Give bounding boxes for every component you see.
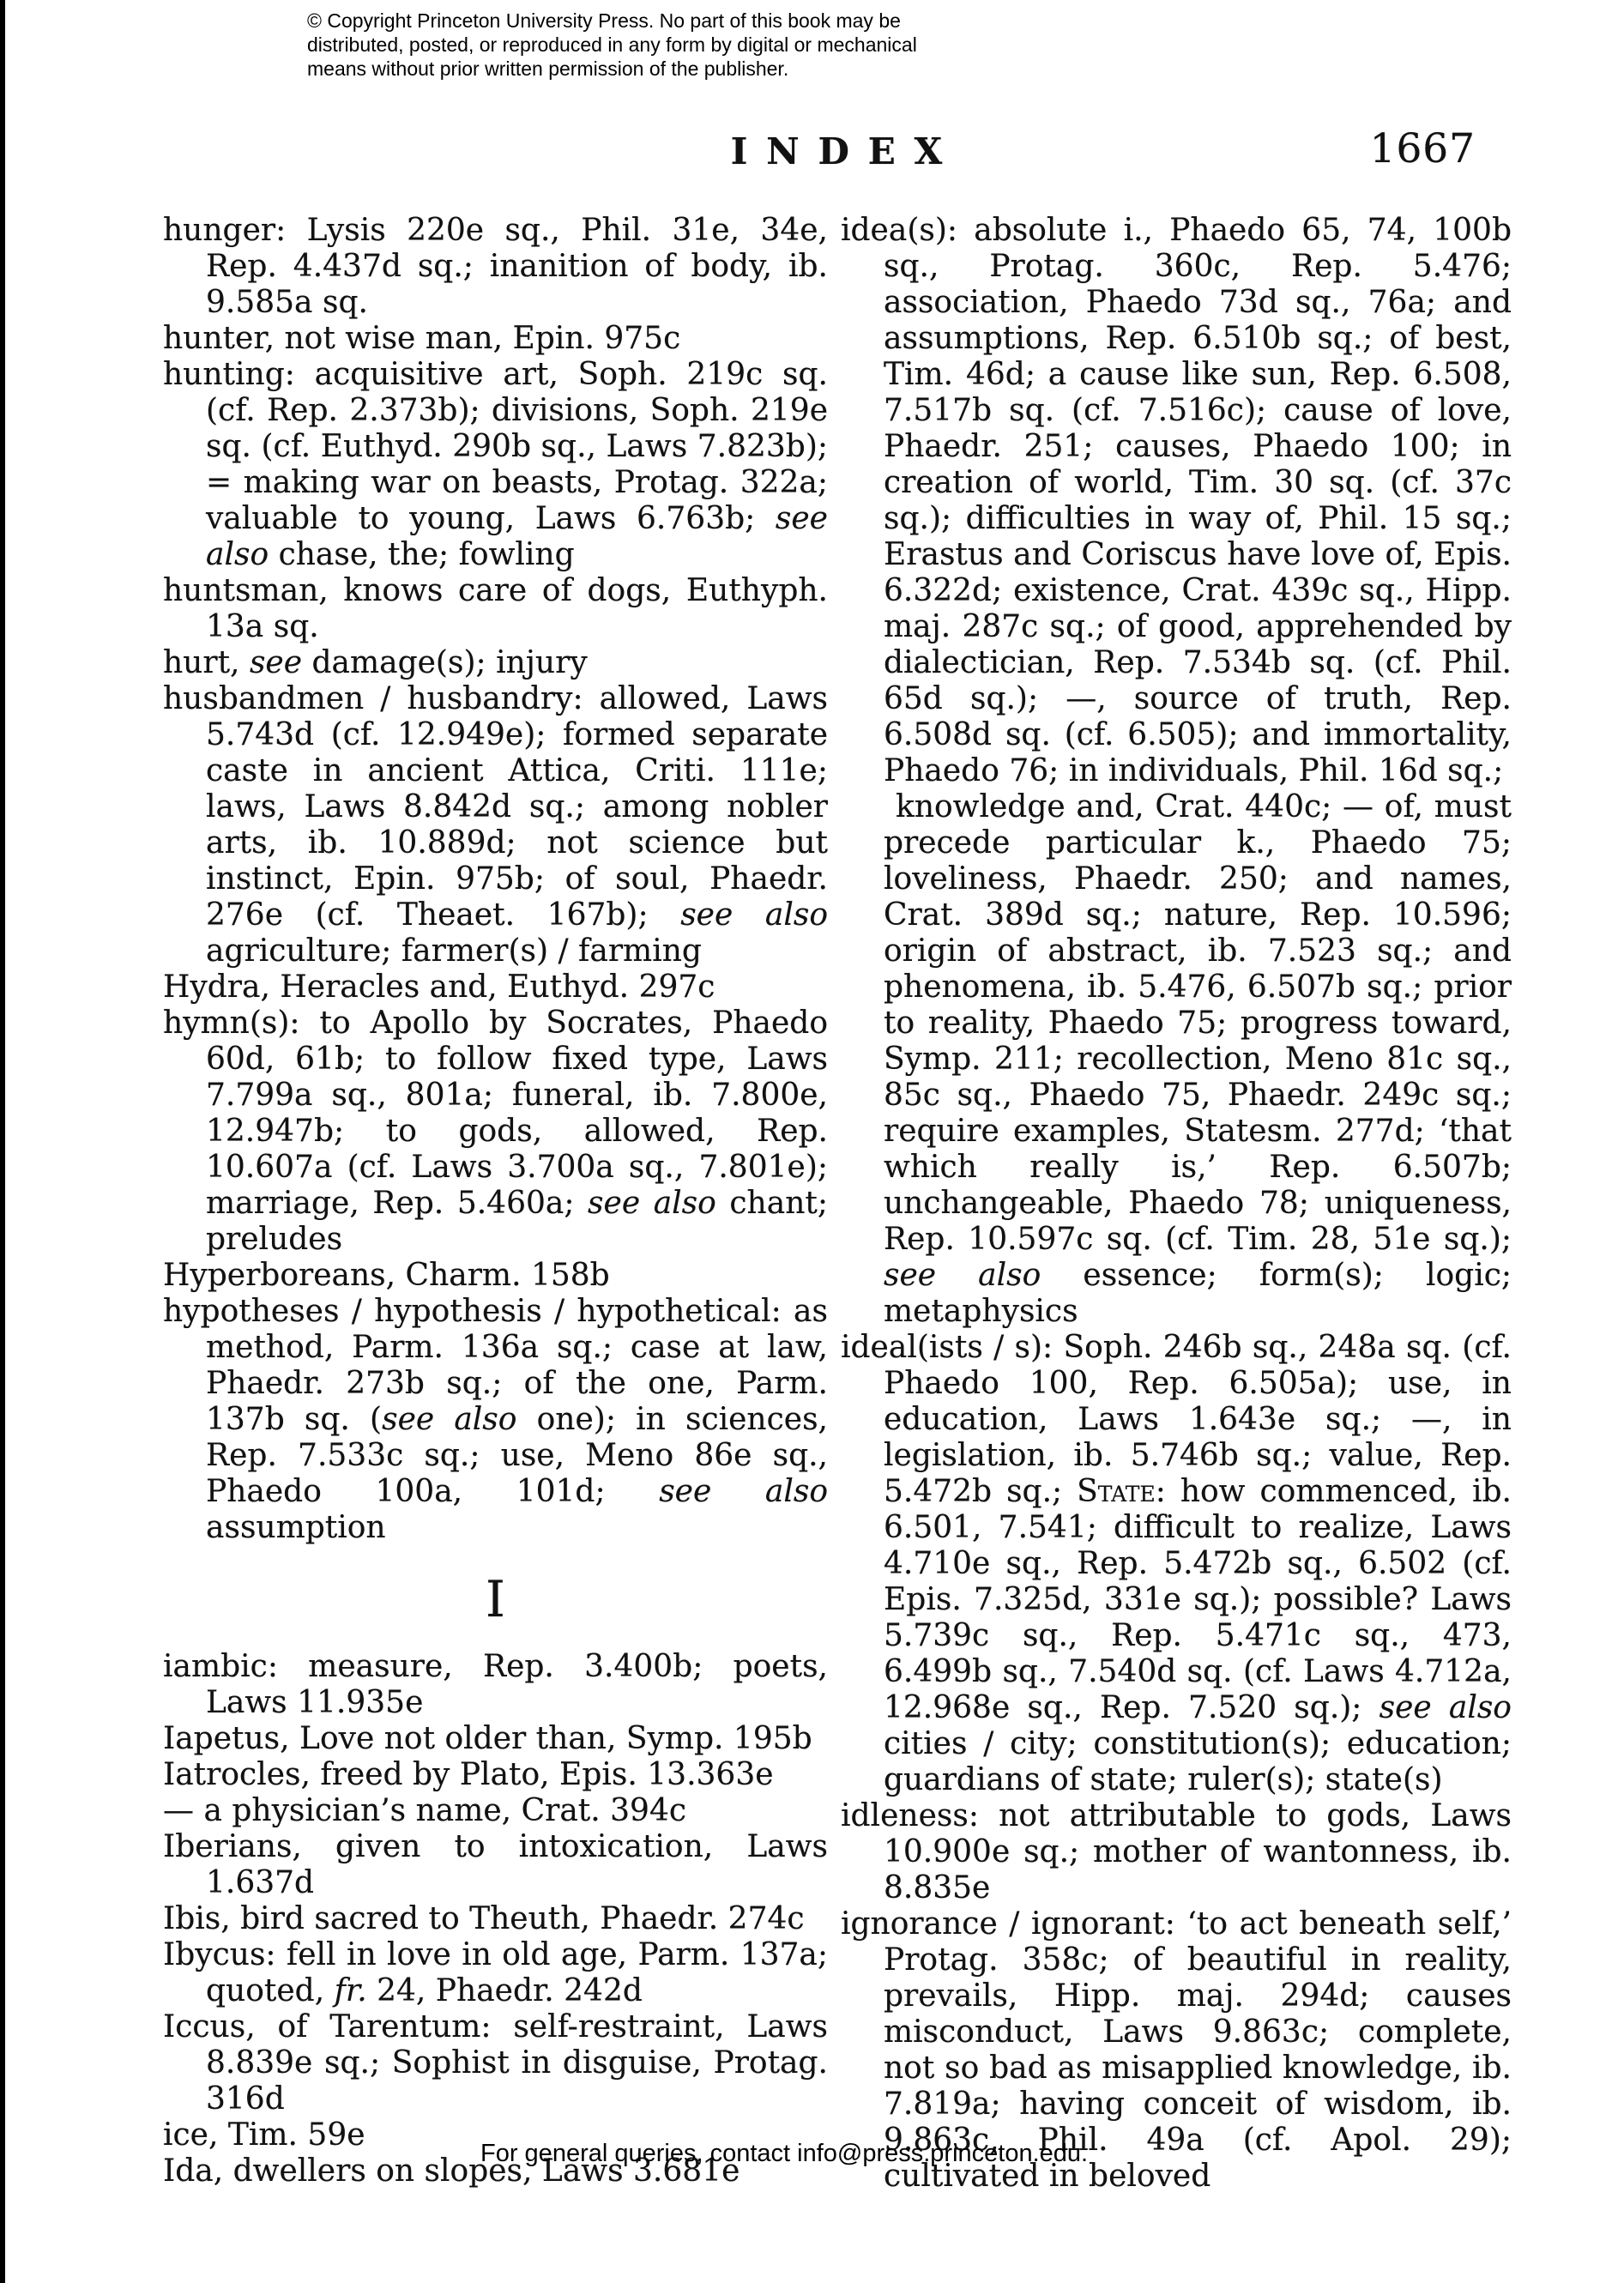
entry-paragraph: ideal(ists / s): Soph. 246b sq., 248a sq. (cf. Phaedo 100, Rep. 6.505a); use, in education, Laws 1.643e sq.; —, in legislation, ib. 5.746b sq.; value, Rep. 5.472b sq.; State: how commenced, ib. 6.501, 7.541; difficult to realize, Laws 4.710e sq., Rep. 5.472b sq., 6.502 (cf. Epis. 7.325d, 331e sq.); possible? Laws 5.739c sq., Rep. 5.471c sq., 473, 6.499b sq., 7.540d sq. (cf. Laws 4.712a, 12.968e sq., Rep. 7.520 sq.); see also cities / city; constitution(s); education; guardians of state; ruler(s); state(s) — [841, 1330, 1512, 1797]
entry-paragraph: iambic: measure, Rep. 3.400b; poets, Laws 11.935e — [163, 1649, 828, 1720]
page-title: INDEX — [730, 130, 962, 172]
section-heading-I: I — [486, 1570, 505, 1628]
index-entry — [841, 1330, 1512, 1798]
entry-paragraph: Hydra, Heracles and, Euthyd. 297c — [163, 969, 715, 1005]
entry-paragraph: Iccus, of Tarentum: self-restraint, Laws 8.839e sq.; Sophist in disguise, Protag. 316d — [163, 2009, 828, 2117]
index-entry — [163, 321, 828, 357]
page-header — [163, 125, 1510, 190]
entry-paragraph: hunting: acquisitive art, Soph. 219c sq. (cf. Rep. 2.373b); divisions, Soph. 219e sq. (cf. Euthyd. 290b sq., Laws 7.823b); = making war on beasts, Protag. 322a; valuable to young, Laws 6.763b; see also chase, the; fowling — [163, 357, 828, 572]
entry-paragraph: Hyperboreans, Charm. 158b — [163, 1258, 610, 1293]
entry-paragraph: idleness: not attributable to gods, Laws 10.900e sq.; mother of wantonness, ib. 8.835e — [841, 1798, 1512, 1906]
entry-paragraph: hypotheses / hypothesis / hypothetical: as method, Parm. 136a sq.; case at law, Phaedr. 273b sq.; of the one, Parm. 137b sq. (see also one); in sciences, Rep. 7.533c sq.; use, Meno 86e sq., Phaedo 100a, 101d; see also assumption — [163, 1294, 829, 1545]
entry-paragraph: husbandmen / husbandry: allowed, Laws 5.743d (cf. 12.949e); formed separate caste in ancient Attica, Criti. 111e; laws, Laws 8.842d sq.; among nobler arts, ib. 10.889d; not science but instinct, Epin. 975b; of soul, Phaedr. 276e (cf. Theaet. 167b); see also agriculture; farmer(s) / farming — [163, 681, 829, 969]
page-number: 1667 — [1369, 125, 1476, 172]
scan-edge-artifact — [0, 0, 5, 2283]
entry-paragraph: Iatrocles, freed by Plato, Epis. 13.363e — [163, 1757, 774, 1792]
entries-group-h — [163, 213, 828, 1546]
index-entry — [163, 1294, 828, 1546]
index-entry — [163, 1721, 828, 1757]
index-entry — [163, 213, 828, 321]
index-entry — [163, 1937, 828, 2009]
index-entry — [163, 2009, 828, 2117]
copyright-line: distributed, posted, or reproduced in any form by digital or mechanical — [307, 33, 917, 56]
entry-paragraph: ignorance / ignorant: ‘to act beneath self,’ Protag. 358c; of beautiful in reality, prevails, Hipp. maj. 294d; causes misconduct, Laws 9.863c; complete, not so bad as misapplied knowledge, ib. 7.819a; having conceit of wisdom, ib. 9.863c, Phil. 49a (cf. Apol. 29); cultivated in beloved — [841, 1906, 1512, 2194]
entry-paragraph: hurt, see damage(s); injury — [163, 645, 588, 680]
index-entry — [163, 1829, 828, 1901]
entry-paragraph: — a physician’s name, Crat. 394c — [163, 1793, 687, 1828]
entry-paragraph: Ida, dwellers on slopes, Laws 3.681e — [163, 2153, 740, 2189]
entry-paragraph: Iapetus, Love not older than, Symp. 195b — [163, 1721, 812, 1756]
entry-paragraph: hymn(s): to Apollo by Socrates, Phaedo 60d, 61b; to follow fixed type, Laws 7.799a sq., 801a; funeral, ib. 7.800e, 12.947b; to gods, allowed, Rep. 10.607a (cf. Laws 3.700a sq., 7.801e); marriage, Rep. 5.460a; see also chant; preludes — [163, 1006, 828, 1257]
index-entry — [163, 1901, 828, 1937]
entry-paragraph: Iberians, given to intoxication, Laws 1.637d — [163, 1829, 828, 1900]
index-entry — [163, 1006, 828, 1258]
entry-subparagraph: knowledge and, Crat. 440c; — of, must precede particular k., Phaedo 75; loveliness, Phaedr. 250; and names, Crat. 389d sq.; nature, Rep. 10.596; origin of abstract, ib. 7.523 sq.; and phenomena, ib. 5.476, 6.507b sq.; prior to reality, Phaedo 75; progress toward, Symp. 211; recollection, Meno 81c sq., 85c sq., Phaedo 75, Phaedr. 249c sq.; require examples, Statesm. 277d; ‘that which really is,’ Rep. 6.507b; unchangeable, Phaedo 78; uniqueness, Rep. 10.597c sq. (cf. Tim. 28, 51e sq.); see also essence; form(s); logic; metaphysics — [884, 789, 1512, 1329]
entry-paragraph: hunger: Lysis 220e sq., Phil. 31e, 34e, Rep. 4.437d sq.; inanition of body, ib. 9.585a sq. — [163, 213, 828, 320]
copyright-line: means without prior written permission of the publisher. — [307, 57, 789, 80]
index-entry — [163, 1793, 828, 1829]
index-entry — [163, 969, 828, 1006]
index-entry — [163, 645, 828, 681]
entry-paragraph: idea(s): absolute i., Phaedo 65, 74, 100b sq., Protag. 360c, Rep. 5.476; association, Phaedo 73d sq., 76a; and assumptions, Rep. 6.510b sq.; of best, Tim. 46d; a cause like sun, Rep. 6.508, 7.517b sq. (cf. 7.516c); cause of love, Phaedr. 251; causes, Phaedo 100; in creation of world, Tim. 30 sq. (cf. 37c sq.); difficulties in way of, Phil. 15 sq.; Erastus and Coriscus have love of, Epis. 6.322d; existence, Crat. 439c sq., Hipp. maj. 287c sq.; of good, apprehended by dialectician, Rep. 7.534b sq. (cf. Phil. 65d sq.); —, source of truth, Rep. 6.508d sq. (cf. 6.505); and immortality, Phaedo 76; in individuals, Phil. 16d sq.; — [841, 213, 1512, 788]
copyright-notice — [307, 9, 976, 81]
index-entry — [163, 357, 828, 573]
index-entry — [163, 573, 828, 645]
index-column-right — [841, 213, 1512, 2195]
index-column-left — [163, 213, 828, 2189]
entry-paragraph: Ibis, bird sacred to Theuth, Phaedr. 274c — [163, 1901, 805, 1936]
index-entry — [841, 1798, 1512, 1906]
entry-paragraph: hunter, not wise man, Epin. 975c — [163, 321, 681, 356]
copyright-line: © Copyright Princeton University Press. No part of this book may be — [307, 9, 901, 32]
footer-note: For general queries, contact info@press.princeton.edu. — [480, 2140, 1089, 2167]
index-entry — [841, 213, 1512, 1330]
entries-group-idea — [841, 213, 1512, 2195]
entry-paragraph: Ibycus: fell in love in old age, Parm. 137a; quoted, fr. 24, Phaedr. 242d — [163, 1937, 828, 2008]
entries-group-i — [163, 1649, 828, 2189]
entry-paragraph: ice, Tim. 59e — [163, 2117, 365, 2153]
index-entry — [163, 1757, 828, 1793]
index-entry — [163, 1649, 828, 1721]
index-entry — [163, 681, 828, 969]
entry-paragraph: huntsman, knows care of dogs, Euthyph. 13a sq. — [163, 573, 828, 644]
index-entry — [163, 1258, 828, 1294]
